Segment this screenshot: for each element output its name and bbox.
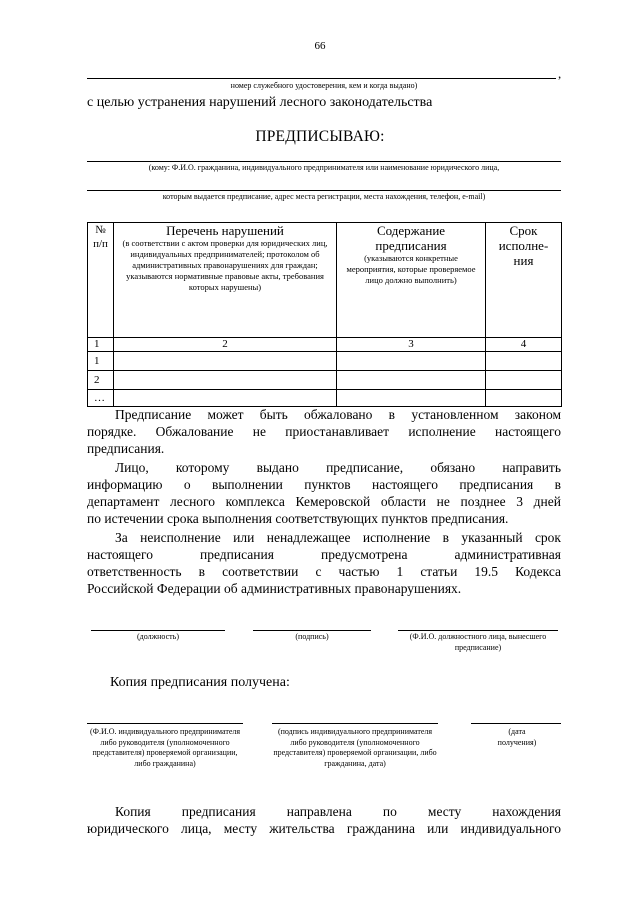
table-cell: … [88,390,114,407]
page-number: 66 [314,40,326,52]
appeal-paragraph [87,406,561,457]
header-number [88,223,114,338]
table-cell [486,390,562,407]
recipient-caption-2: которым выдается предписание, адрес места регистрации, места нахождения, телефон, e-mail) [162,192,486,201]
table-number-row [88,338,562,352]
table-cell [486,352,562,371]
purpose-text: с целью устранения нарушений лесного законодательства [87,95,433,110]
table-cell: 1 [88,338,114,352]
official-position-line [91,630,225,631]
official-signature-caption: (подпись) [295,632,329,641]
receiver-name-caption: (Ф.И.О. индивидуального предпринимателя либо руководителя (уполномоченного представителя) проверяемой организации, либо гражданина) [89,727,241,768]
header-violations-note: (в соответствии с актом проверки для юридических лиц, индивидуальных предпринимателей; протоколом об административных правонарушениях для граждан; указываются нормативные правовые акты, требования которых нарушены) [122,238,328,292]
official-signature-line [253,630,371,631]
paragraph-line: информацию о выполнении пунктов настоящего предписания в [87,477,561,492]
page-title: ПРЕДПИСЫВАЮ: [255,128,385,145]
header-number-label: № п/п [93,224,108,250]
liability-paragraph [87,529,561,597]
header-content-note: (указываются конкретные мероприятия, которые проверяемое лицо должно выполнить) [346,253,476,285]
paragraph-line: За неисполнение или ненадлежащее исполнение в указанный срок [115,530,561,545]
header-content-title: Содержание предписания [375,223,447,253]
table-cell: 1 [88,352,114,371]
paragraph-line: Копия предписания направлена по месту нахождения [115,804,561,819]
table-cell: 2 [88,371,114,390]
recipient-fill-line-1 [87,161,561,162]
recipient-caption-1: (кому: Ф.И.О. гражданина, индивидуального предпринимателя или наименование юридического лица, [148,163,500,172]
official-name-line [398,630,558,631]
header-deadline [486,223,562,338]
table-row [88,371,562,390]
paragraph-line: департамент лесного комплекса Кемеровской области не позднее 3 дней [87,494,561,509]
table-cell [114,390,337,407]
recipient-fill-line-2 [87,190,561,191]
paragraph-line: Лицо, которому выдано предписание, обязано направить [115,460,561,475]
id-fill-comma: , [558,66,562,81]
paragraph-line: Российской Федерации об административных правонарушениях. [87,581,462,596]
header-deadline-title: Срок исполне-ния [498,223,549,268]
table-cell [337,371,486,390]
paragraph-line: предписания. [87,441,165,456]
header-violations [114,223,337,338]
table-cell: 4 [486,338,562,352]
table-cell: 3 [337,338,486,352]
table-cell [337,390,486,407]
table-cell [114,371,337,390]
receiver-signature-line [272,723,438,724]
id-line-caption: номер служебного удостоверения, кем и когда выдано) [230,81,418,90]
violations-table [87,222,562,407]
copy-received-text: Копия предписания получена: [110,675,290,690]
paragraph-line: ответственность в соответствии с частью 1 статьи 19.5 Кодекса [87,564,561,579]
paragraph-line: юридического лица, месту жительства гражданина или индивидуального [87,821,561,836]
receiver-signature-caption: (подпись индивидуального предпринимателя либо руководителя (уполномоченного представителя) проверяемой организации, либо гражданина, дата) [273,727,437,768]
table-cell [114,352,337,371]
header-violations-title: Перечень нарушений [166,223,284,238]
table-cell: 2 [114,338,337,352]
table-row [88,352,562,371]
paragraph-line: по истечении срока выполнения соответствующих пунктов предписания. [87,511,509,526]
receiver-date-caption: (дата получения) [497,727,537,747]
paragraph-line: настоящего предписания предусмотрена административная [87,547,561,562]
id-fill-line [87,78,556,79]
table-cell [486,371,562,390]
table-header-row [88,223,562,338]
copy-sent-paragraph [87,803,561,837]
receiver-date-line [471,723,561,724]
official-name-caption: (Ф.И.О. должностного лица, вынесшего предписание) [409,632,547,652]
paragraph-line: порядке. Обжалование не приостанавливает исполнение настоящего [87,424,561,439]
receiver-name-line [87,723,243,724]
table-cell [337,352,486,371]
paragraph-line: Предписание может быть обжаловано в установленном законом [115,407,561,422]
table-row [88,390,562,407]
header-content [337,223,486,338]
official-position-caption: (должность) [137,632,179,641]
obligation-paragraph [87,459,561,527]
